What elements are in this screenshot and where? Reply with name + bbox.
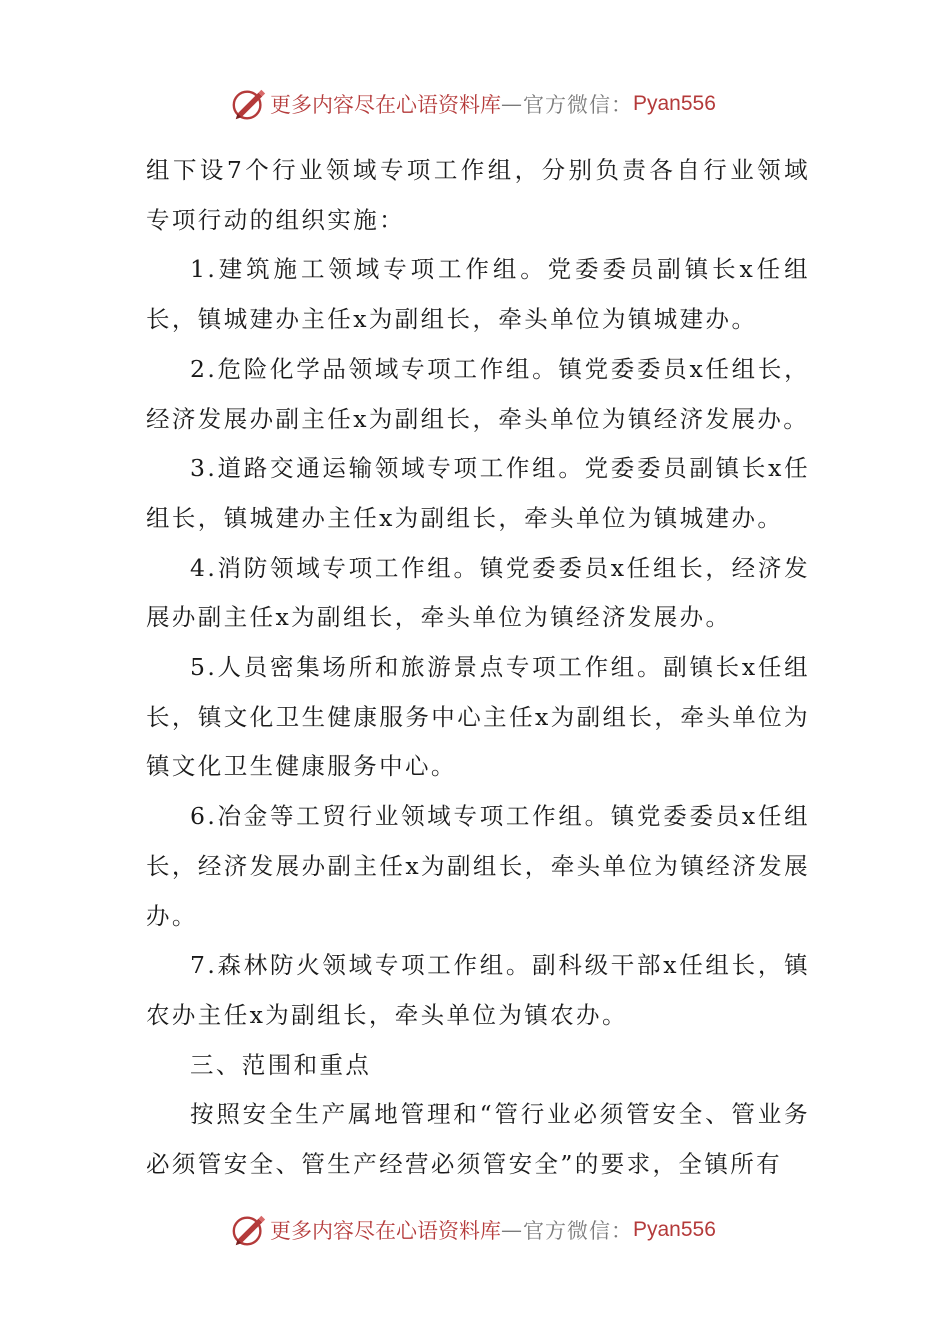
paragraph-item-5: 5.人员密集场所和旅游景点专项工作组。副镇长x任组长，镇文化卫生健康服务中心主任x为副组长，牵头单位为镇文化卫生健康服务中心。 xyxy=(146,653,810,781)
wechat-label: 官方微信： xyxy=(523,93,633,117)
banner-dash: — xyxy=(501,1218,523,1242)
wechat-id: Pyan556 xyxy=(633,92,716,115)
footer-watermark-banner xyxy=(230,1210,716,1250)
paragraph-item-2: 2.危险化学品领域专项工作组。镇党委委员x任组长，经济发展办副主任x为副组长，牵头单位为镇经济发展办。 xyxy=(146,354,810,433)
pen-logo-icon xyxy=(230,85,268,123)
paragraph-item-6: 6.冶金等工贸行业领域专项工作组。镇党委委员x任组长，经济发展办副主任x为副组长，牵头单位为镇经济发展办。 xyxy=(146,802,810,930)
site-name: 更多内容尽在心语资料库 xyxy=(270,1219,501,1243)
paragraph-item-4: 4.消防领域专项工作组。镇党委委员x任组长，经济发展办副主任x为副组长，牵头单位为镇经济发展办。 xyxy=(146,553,810,632)
section-heading: 三、范围和重点 xyxy=(190,1050,372,1079)
site-name: 更多内容尽在心语资料库 xyxy=(270,93,501,117)
banner-dash: — xyxy=(501,92,523,116)
wechat-id: Pyan556 xyxy=(633,1218,716,1241)
wechat-label: 官方微信： xyxy=(523,1219,633,1243)
document-body xyxy=(146,146,810,1190)
header-watermark-banner xyxy=(230,84,716,124)
paragraph-item-1: 1.建筑施工领域专项工作组。党委委员副镇长x任组长，镇城建办主任x为副组长，牵头单位为镇城建办。 xyxy=(146,255,810,334)
paragraph-item-3: 3.道路交通运输领域专项工作组。党委委员副镇长x任组长，镇城建办主任x为副组长，牵头单位为镇城建办。 xyxy=(146,454,810,532)
pen-logo-icon xyxy=(230,1211,268,1249)
paragraph-scope: 按照安全生产属地管理和“管行业必须管安全、管业务必须管安全、管生产经营必须管安全”的要求，全镇所有 xyxy=(146,1100,810,1179)
paragraph-item-7: 7.森林防火领域专项工作组。副科级干部x任组长，镇农办主任x为副组长，牵头单位为镇农办。 xyxy=(146,951,810,1029)
paragraph-intro: 组下设7个行业领域专项工作组，分别负责各自行业领域专项行动的组织实施： xyxy=(146,156,810,234)
